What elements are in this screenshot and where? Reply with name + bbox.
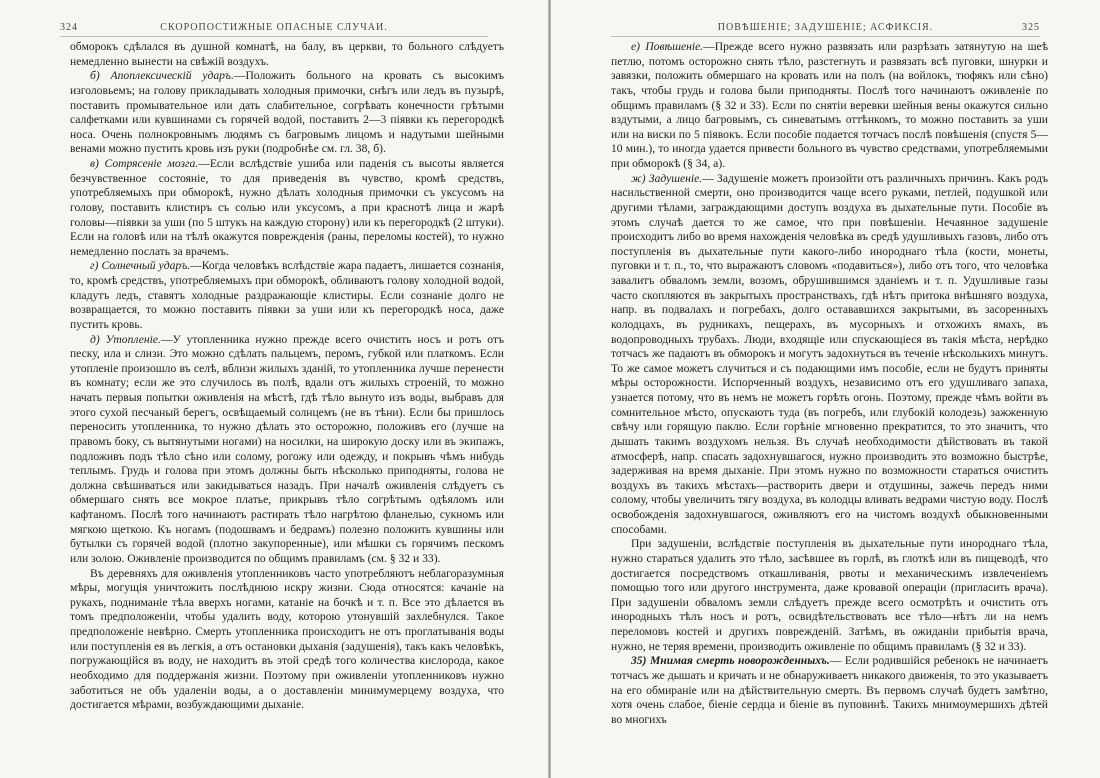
section-heading: б) Апоплексическій ударъ.	[90, 69, 234, 83]
paragraph	[611, 172, 1048, 538]
paragraph	[70, 333, 504, 567]
left-page-header	[60, 22, 488, 37]
paragraph-text: При задушеніи, вслѣдствіе поступленія въ дыхательные пути инороднаго тѣла, нужно стараться удалить это тѣло, засѣвшее въ горлѣ, въ глоткѣ или въ пищеводѣ, что достигается посредствомъ откашливанія, рвоты и механическимъ извлеченіемъ помощью того или другого инструмента, даже кровавой операціи (пригласить врача). При задушеніи обваломъ земли слѣдуетъ прежде всего осмотрѣть и очистить отъ инородныхъ тѣлъ носъ и ротъ, освидѣтельствовать все тѣло—нѣтъ ли на немъ переломовъ костей и другихъ поврежденій. Затѣмъ, въ ожиданіи прибытія врача, нужно, не теряя времени, производить оживленіе по общимъ правиламъ (§ 32 и 33).	[611, 537, 1048, 653]
section-heading: е) Повѣшеніе.	[631, 40, 704, 53]
left-page-number: 324	[60, 22, 78, 33]
paragraph-text: обморокъ сдѣлался въ душной комнатѣ, на балу, въ церкви, то больного слѣдуетъ немедленно вынести на свѣжій воздухъ.	[70, 40, 504, 68]
section-heading: г) Солнечный ударъ.	[90, 259, 191, 273]
paragraph	[611, 40, 1048, 172]
paragraph	[70, 69, 504, 157]
paragraph-text: — Задушеніе можетъ произойти отъ различныхъ причинъ. Какъ родъ насильственной смерти, оно производится чаще всего руками, петлей, подушкой или другими тѣлами, заграждающими доступъ воздуха въ дыхательные пути. Пособіе въ этомъ случаѣ дается то же самое, что при повѣшеніи. Нечаянное задушеніе происходитъ либо во время нахожденія человѣка въ средѣ удушливыхъ газовъ, либо отъ поступленія въ дыхательные пути какого-либо инороднаго тѣла (кости, монеты, пуговки и т. п., то, что выражаютъ словомъ «подавиться»), либо отъ того, что человѣка завалитъ обваломъ земли, возомъ, обрушившимся зданіемъ и т. п. Удушливые газы часто скопляются въ закрытыхъ пространствахъ, гдѣ нѣтъ притока внѣшняго воздуха, напр. въ подвалахъ и погребахъ, долго остававшихся закрытыми, въ засоренныхъ колодцахъ, въ рудникахъ, пещерахъ, въ мусорныхъ и отхожихъ ямахъ, въ водопроводныхъ трубахъ. Люди, входящіе или спускающіеся въ такія мѣста, нерѣдко тотчасъ же падаютъ въ обморокъ и могутъ задохнуться въ теченіе нѣсколькихъ минутъ. То же самое можетъ случиться и съ подающими имъ пособіе, если не будутъ приняты мѣры осторожности. Испорченный воздухъ, независимо отъ его удушливаго запаха, узнается потому, что въ немъ не можетъ горѣть огонь. Поэтому, прежде чѣмъ войти въ сомнительное мѣсто, опускаютъ туда (въ погребъ, или глубокій колодезь) зажженную свѣчу или горящую паклю. Если горѣніе мгновенно прекратится, то это значитъ, что дышать такимъ воздухомъ нельзя. Въ случаѣ необходимости дѣйствовать въ такой атмосферѣ, напр. спасать задохнувшагося, нужно производить это возможно быстрѣе, задерживая на время дыханіе. При этомъ нужно по возможности стараться очистить воздухъ въ такихъ мѣстахъ—растворить двери и отдушины, зажечь передъ ними солому, чтобы увеличить тягу воздуха, въ колодцы вливать ведрами чистую воду. Послѣ освобожденія задохнувшагося, оживляютъ его на чистомъ воздухѣ обыкновенными способами.	[611, 171, 1048, 536]
paragraph-text: —Положить больного на кровать съ высокимъ изголовьемъ; на голову прикладывать холодныя примочки, снѣгъ или ледъ въ пузырѣ, поставить промывательное или дать слабительное, согрѣвать конечности грѣтыми салфетками или кувшинами съ горячей водой, поставить 2—3 піявки къ перегородкѣ носа. Очень полнокровнымъ людямъ съ багровымъ лицомъ и надутыми шейными венами можно пустить кровь изъ руки (подробнѣе см. гл. 38, б).	[70, 69, 504, 156]
right-page-header	[611, 22, 1040, 37]
right-page-text	[611, 40, 1048, 768]
paragraph-text: —Когда человѣкъ вслѣдствіе жара падаетъ, лишается сознанія, то, кромѣ средствъ, употребляемыхъ при обморокѣ, обливаютъ голову холодной водой, кладутъ ледъ, ставятъ холодные раздражающіе клистиры. Если сознаніе долго не возвращается, то можно поставить піявки за уши или къ перегородкѣ носа, даже пустить кровь.	[70, 259, 504, 331]
paragraph-text: Въ деревняхъ для оживленія утопленниковъ часто употребляютъ неблагоразумныя мѣры, могущія уничтожить послѣднюю искру жизни. Сюда относятся: качаніе на рукахъ, подниманіе тѣла вверхъ ногами, катаніе на бочкѣ и т. п. Все это дѣлается въ томъ предположеніи, чтобы удалить воду, которою утонувшій захлебнулся. Такое предположеніе невѣрно. Смерть утопленника происходитъ не отъ проглатыванія воды или поступленія ея въ легкія, а отъ остановки дыханія (задушенія), такъ какъ человѣкъ, погружающійся въ воду, не находитъ въ этой средѣ того количества кислорода, какое необходимо для поддержанія жизни. Поэтому при оживленіи утопленниковъ нужно заботиться не объ удаленіи воды, а о доставленіи минимумерцему воздуха, что достигается мѣрами, возбуждающими дыханіе.	[70, 566, 504, 712]
paragraph	[611, 537, 1048, 654]
right-page-number: 325	[1022, 22, 1040, 33]
section-heading: ж) Задушеніе.	[631, 171, 703, 185]
left-page-text	[70, 40, 504, 768]
right-running-head: ПОВѢШЕНІЕ; ЗАДУШЕНІЕ; АСФИКСІЯ.	[717, 22, 934, 33]
paragraph	[611, 654, 1048, 727]
paragraph	[70, 157, 504, 259]
left-running-head: СКОРОПОСТИЖНЫЕ ОПАСНЫЕ СЛУЧАИ.	[160, 22, 388, 33]
section-heading: в) Сотрясеніе мозга.	[90, 157, 199, 170]
paragraph-text: —Если вслѣдствіе ушиба или паденія съ высоты является безчувственное состояніе, то для приведенія въ чувство, кромѣ средствъ, употребляемыхъ при обморокѣ, нужно дѣлать холодныя примочки съ уксусомъ на голову, поставить клистиръ съ солью или уксусомъ, а при краснотѣ лица и жарѣ головы—піявки за уши (по 5 штукъ на каждую сторону) или къ перегородкѣ (2 штуки). Если на головѣ или на тѣлѣ окажутся поврежденія (раны, переломы костей), то нужно немедленно послать за врачемъ.	[70, 157, 504, 258]
right-page	[551, 0, 1100, 778]
paragraph	[70, 567, 504, 713]
paragraph-text: —У утопленника нужно прежде всего очистить носъ и ротъ отъ песку, ила и слизи. Это можно сдѣлать пальцемъ, перомъ, губкой или платкомъ. Если утопленіе произошло въ селѣ, вблизи жилыхъ зданій, то утопленника лучше перенести въ комнату; если же это случилось въ полѣ, вдали отъ жилыхъ строеній, то можно начать первыя попытки оживленія на мѣстѣ, гдѣ тѣло вынуто изъ воды, выбравъ для этого сухой песчаный берегъ, освѣщаемый солнцемъ (не въ тѣни). Если бы пришлось переносить утопленника, то нужно дѣлать это осторожно, положивъ его (лучше на правомъ боку, съ вытянутыми ногами) на носилки, на широкую доску или въ экипажъ, подложивъ подъ тѣло сѣно или солому, рогожу или одежду, и покрывъ чѣмъ нибудь теплымъ. Грудь и голова при этомъ должны быть нѣсколько приподняты, голова не должна свѣшиваться или закидываться назадъ. При началѣ оживленія слѣдуетъ съ обмершаго снять все мокрое платье, прикрывъ тѣло согрѣтымъ одѣяломъ или кафтаномъ. Послѣ того начинаютъ растирать тѣло нагрѣтою фланелью, сукномъ или мягкою щеткою. Къ ногамъ (подошвамъ и бедрамъ) полезно положить кувшины или бутылки съ горячей водой (плотно закупоренные), или мѣшки съ горячимъ пескомъ или золою. Оживленіе производится по общимъ правиламъ (см. § 32 и 33).	[70, 332, 504, 565]
paragraph	[70, 40, 504, 69]
section-heading: 35) Мнимая смерть новорожденныхъ.	[631, 654, 830, 668]
paragraph	[70, 259, 504, 332]
paragraph-text: —Прежде всего нужно развязать или разрѣзать затянутую на шеѣ петлю, потомъ осторожно снять тѣло, разстегнуть и развязать всѣ пуговки, шнурки и завязки, положить обмершаго на кровать или на полъ (на войлокъ, тюфякъ или сѣно) такъ, чтобы грудь и голова были приподняты. Послѣ того начинаютъ оживленіе по общимъ правиламъ (§ 32 и 33). Если по снятіи веревки шейныя вены окажутся сильно вздутыми, а лицо багровымъ, съ синеватымъ оттѣнкомъ, то можно поставить за уши или на виски по 5 піявокъ. Если пособіе подается тотчасъ послѣ повѣшенія (спустя 5—10 мин.), то иногда удается привести больного въ чувство средствами, употребляемыми при обморокѣ (§ 34, а).	[611, 40, 1048, 170]
left-page	[0, 0, 548, 778]
section-heading: д) Утопленіе.	[90, 332, 161, 346]
paragraph-text: — Если родившійся ребенокъ не начинаетъ тотчасъ же дышать и кричать и не обнаруживаетъ никакого движенія, то это указываетъ на его обмираніе или на дѣйствительную смерть. Въ первомъ случаѣ будетъ замѣтно, хотя очень слабое, біеніе сердца и біеніе въ пуповинѣ. Такихъ мнимоумершихъ дѣтей во многихъ	[611, 654, 1048, 726]
